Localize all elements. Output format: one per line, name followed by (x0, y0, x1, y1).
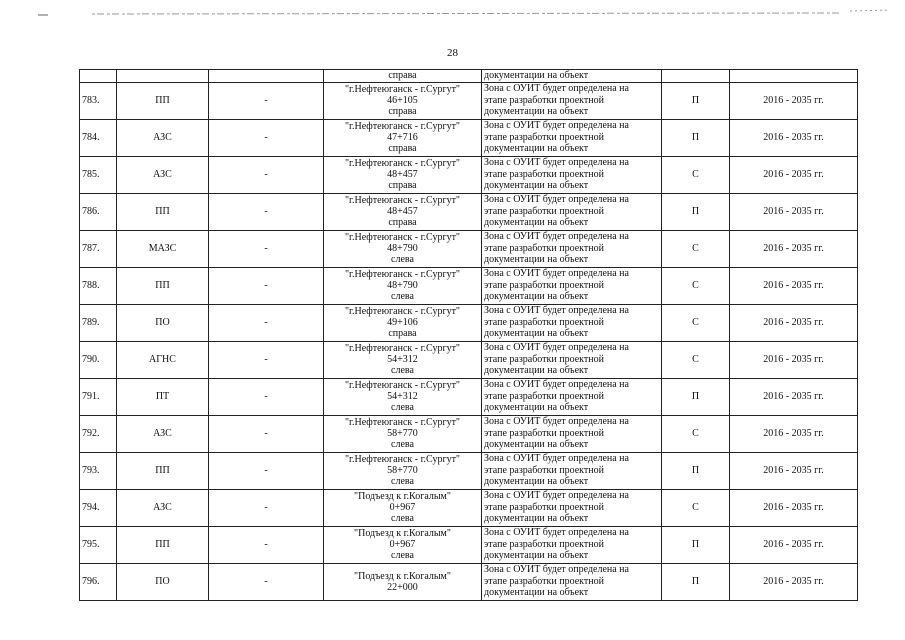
cell-period: 2016 - 2035 гг. (730, 415, 858, 452)
cell-dash: - (209, 341, 324, 378)
description-line-2: этапе разработки проектной (484, 353, 604, 365)
description-line-3: документации на объект (484, 439, 589, 451)
cell-category: С (662, 156, 730, 193)
table-row (80, 119, 858, 156)
cell-period: 2016 - 2035 гг. (730, 378, 858, 415)
table-row (80, 230, 858, 267)
road-name: "Подъезд к г.Когалым" (354, 528, 451, 539)
cell-location (324, 452, 482, 489)
cell-object-type: ПО (117, 304, 209, 341)
table-row (80, 341, 858, 378)
cell-dash: - (209, 415, 324, 452)
cell-location (324, 156, 482, 193)
road-km: 48+457 (387, 169, 418, 180)
road-side: справа (388, 217, 417, 228)
cell-num: 794. (80, 489, 117, 526)
continuation-row (80, 70, 858, 83)
road-km: 48+790 (387, 243, 418, 254)
cell-dash: - (209, 230, 324, 267)
cell-category: С (662, 415, 730, 452)
cell-description (482, 489, 662, 526)
cell-location (324, 563, 482, 600)
description-line-3: документации на объект (484, 402, 589, 414)
cell-period: 2016 - 2035 гг. (730, 341, 858, 378)
table-row (80, 304, 858, 341)
cell-num: 788. (80, 267, 117, 304)
table-row (80, 156, 858, 193)
road-km: 58+770 (387, 465, 418, 476)
description-line-3: документации на объект (484, 180, 589, 192)
description-line-2: этапе разработки проектной (484, 575, 604, 587)
cell-category: П (662, 378, 730, 415)
description-line-3: документации на объект (484, 476, 589, 488)
table-row (80, 378, 858, 415)
cell-category: С (662, 230, 730, 267)
cell-period: 2016 - 2035 гг. (730, 452, 858, 489)
road-name: "Подъезд к г.Когалым" (354, 570, 451, 582)
cell-period: 2016 - 2035 гг. (730, 82, 858, 119)
road-side: справа (388, 328, 417, 339)
cell-dash: - (209, 452, 324, 489)
description-line-1: Зона с ОУИТ будет определена на (484, 83, 629, 95)
cell-location (324, 489, 482, 526)
description-line-2: этапе разработки проектной (484, 168, 604, 180)
cell-dash: - (209, 378, 324, 415)
cell-period: 2016 - 2035 гг. (730, 526, 858, 563)
road-name: "г.Нефтеюганск - г.Сургут" (344, 158, 461, 169)
road-km: 48+457 (387, 206, 418, 217)
cell-num: 787. (80, 230, 117, 267)
road-name: "г.Нефтеюганск - г.Сургут" (344, 306, 461, 317)
cell-description (482, 452, 662, 489)
cell-description (482, 156, 662, 193)
cell-num: 785. (80, 156, 117, 193)
cell-num: 792. (80, 415, 117, 452)
cell-num: 793. (80, 452, 117, 489)
cell-dash: - (209, 489, 324, 526)
cell-description (482, 230, 662, 267)
cell-period: 2016 - 2035 гг. (730, 267, 858, 304)
cell-object-type: МАЗС (117, 230, 209, 267)
road-side: слева (391, 550, 414, 561)
cell-description (482, 119, 662, 156)
road-side: справа (388, 106, 417, 117)
road-side: слева (391, 254, 414, 265)
road-km: 0+967 (389, 539, 416, 550)
road-side: слева (391, 402, 414, 413)
road-name: "г.Нефтеюганск - г.Сургут" (344, 232, 461, 243)
description-line-3: документации на объект (484, 291, 589, 303)
cell-category: С (662, 304, 730, 341)
cell-object-type: ПП (117, 526, 209, 563)
cell-num: 783. (80, 82, 117, 119)
cell-location (324, 526, 482, 563)
cell-num: 790. (80, 341, 117, 378)
road-name: "г.Нефтеюганск - г.Сургут" (344, 454, 461, 465)
road-name: "г.Нефтеюганск - г.Сургут" (344, 269, 461, 280)
cell-location (324, 230, 482, 267)
cell-num (80, 70, 117, 83)
cell-description (482, 341, 662, 378)
cell-dash: - (209, 563, 324, 600)
description-line-2: этапе разработки проектной (484, 94, 604, 106)
description-line-1: Зона с ОУИТ будет определена на (484, 120, 629, 132)
cell-period: 2016 - 2035 гг. (730, 230, 858, 267)
description-line-2: этапе разработки проектной (484, 205, 604, 217)
cell-period: 2016 - 2035 гг. (730, 156, 858, 193)
description-line-1: Зона с ОУИТ будет определена на (484, 231, 629, 243)
description-line-1: Зона с ОУИТ будет определена на (484, 157, 629, 169)
description-line-2: этапе разработки проектной (484, 242, 604, 254)
description-line-3: документации на объект (484, 513, 589, 525)
description-line-2: этапе разработки проектной (484, 316, 604, 328)
cell-dash: - (209, 82, 324, 119)
table-row (80, 452, 858, 489)
road-side: слева (391, 476, 414, 487)
page-number: 28 (447, 47, 458, 59)
cell-location (324, 378, 482, 415)
cell-type (117, 70, 209, 83)
cell-category: С (662, 341, 730, 378)
cell-object-type: АГНС (117, 341, 209, 378)
description-line-1: Зона с ОУИТ будет определена на (484, 268, 629, 280)
cell-description: документации на объект (482, 70, 662, 83)
description-line-1: Зона с ОУИТ будет определена на (484, 453, 629, 465)
cell-dash: - (209, 193, 324, 230)
objects-table (79, 69, 858, 601)
description-line-3: документации на объект (484, 106, 589, 118)
cell-num: 791. (80, 378, 117, 415)
road-side: слева (391, 513, 414, 524)
cell-num: 786. (80, 193, 117, 230)
table-row (80, 563, 858, 600)
cell-object-type: ПО (117, 563, 209, 600)
cell-num: 784. (80, 119, 117, 156)
description-line-1: Зона с ОУИТ будет определена на (484, 527, 629, 539)
cell-location (324, 119, 482, 156)
description-line-3: документации на объект (484, 254, 589, 266)
cell-dash: - (209, 267, 324, 304)
cell-dash: - (209, 304, 324, 341)
cell-object-type: АЗС (117, 156, 209, 193)
road-name: "г.Нефтеюганск - г.Сургут" (344, 121, 461, 132)
cell-period: 2016 - 2035 гг. (730, 193, 858, 230)
road-name: "Подъезд к г.Когалым" (354, 491, 451, 502)
cell-num: 795. (80, 526, 117, 563)
road-side: слева (391, 439, 414, 450)
table-row (80, 82, 858, 119)
cell-object-type: АЗС (117, 119, 209, 156)
cell-dash (209, 70, 324, 83)
cell-description (482, 82, 662, 119)
cell-period (730, 70, 858, 83)
cell-period: 2016 - 2035 гг. (730, 304, 858, 341)
cell-dash: - (209, 119, 324, 156)
cell-description (482, 526, 662, 563)
road-km: 54+312 (387, 391, 418, 402)
cell-category: С (662, 267, 730, 304)
cell-description (482, 304, 662, 341)
cell-location: справа (324, 70, 482, 83)
description-line-1: Зона с ОУИТ будет определена на (484, 416, 629, 428)
cell-description (482, 415, 662, 452)
cell-category: П (662, 526, 730, 563)
cell-category: П (662, 82, 730, 119)
description-line-2: этапе разработки проектной (484, 390, 604, 402)
description-line-1: Зона с ОУИТ будет определена на (484, 564, 629, 576)
description-line-2: этапе разработки проектной (484, 538, 604, 550)
road-name: "г.Нефтеюганск - г.Сургут" (344, 343, 461, 354)
cell-location (324, 193, 482, 230)
cell-description (482, 378, 662, 415)
cell-object-type: ПП (117, 452, 209, 489)
description-line-1: Зона с ОУИТ будет определена на (484, 305, 629, 317)
road-name: "г.Нефтеюганск - г.Сургут" (344, 84, 461, 95)
cell-dash: - (209, 156, 324, 193)
description-line-1: Зона с ОУИТ будет определена на (484, 490, 629, 502)
description-line-2: этапе разработки проектной (484, 131, 604, 143)
cell-period: 2016 - 2035 гг. (730, 119, 858, 156)
cell-location (324, 82, 482, 119)
cell-num: 796. (80, 563, 117, 600)
cell-category: П (662, 193, 730, 230)
cell-object-type: ПП (117, 82, 209, 119)
description-line-2: этапе разработки проектной (484, 464, 604, 476)
road-name: "г.Нефтеюганск - г.Сургут" (344, 195, 461, 206)
road-side: справа (388, 180, 417, 191)
cell-description (482, 267, 662, 304)
road-km: 22+000 (387, 581, 418, 593)
cell-category: С (662, 489, 730, 526)
description-line-2: этапе разработки проектной (484, 279, 604, 291)
scan-artifact-line (0, 0, 905, 18)
cell-category: П (662, 119, 730, 156)
description-line-3: документации на объект (484, 365, 589, 377)
cell-object-type: АЗС (117, 415, 209, 452)
road-side: слева (391, 291, 414, 302)
description-line-3: документации на объект (484, 587, 589, 599)
description-line-1: Зона с ОУИТ будет определена на (484, 379, 629, 391)
cell-num: 789. (80, 304, 117, 341)
cell-dash: - (209, 526, 324, 563)
road-km: 47+716 (387, 132, 418, 143)
description-line-3: документации на объект (484, 328, 589, 340)
road-km: 46+105 (387, 95, 418, 106)
table-row (80, 526, 858, 563)
road-km: 48+790 (387, 280, 418, 291)
cell-location (324, 267, 482, 304)
cell-category: П (662, 452, 730, 489)
cell-category (662, 70, 730, 83)
cell-object-type: АЗС (117, 489, 209, 526)
road-km: 54+312 (387, 354, 418, 365)
road-km: 49+106 (387, 317, 418, 328)
road-side: справа (388, 143, 417, 154)
cell-object-type: ПП (117, 267, 209, 304)
table-row (80, 267, 858, 304)
road-name: "г.Нефтеюганск - г.Сургут" (344, 380, 461, 391)
cell-object-type: ПТ (117, 378, 209, 415)
cell-object-type: ПП (117, 193, 209, 230)
table-row (80, 489, 858, 526)
table-row (80, 415, 858, 452)
description-line-3: документации на объект (484, 217, 589, 229)
cell-period: 2016 - 2035 гг. (730, 489, 858, 526)
cell-period: 2016 - 2035 гг. (730, 563, 858, 600)
cell-category: П (662, 563, 730, 600)
description-line-3: документации на объект (484, 143, 589, 155)
description-line-2: этапе разработки проектной (484, 501, 604, 513)
cell-description (482, 563, 662, 600)
road-km: 0+967 (389, 502, 416, 513)
description-line-1: Зона с ОУИТ будет определена на (484, 194, 629, 206)
table-row (80, 193, 858, 230)
road-name: "г.Нефтеюганск - г.Сургут" (344, 417, 461, 428)
cell-location (324, 341, 482, 378)
description-line-3: документации на объект (484, 550, 589, 562)
cell-description (482, 193, 662, 230)
description-line-2: этапе разработки проектной (484, 427, 604, 439)
description-line-1: Зона с ОУИТ будет определена на (484, 342, 629, 354)
road-side: слева (391, 365, 414, 376)
cell-location (324, 304, 482, 341)
road-km: 58+770 (387, 428, 418, 439)
cell-location (324, 415, 482, 452)
